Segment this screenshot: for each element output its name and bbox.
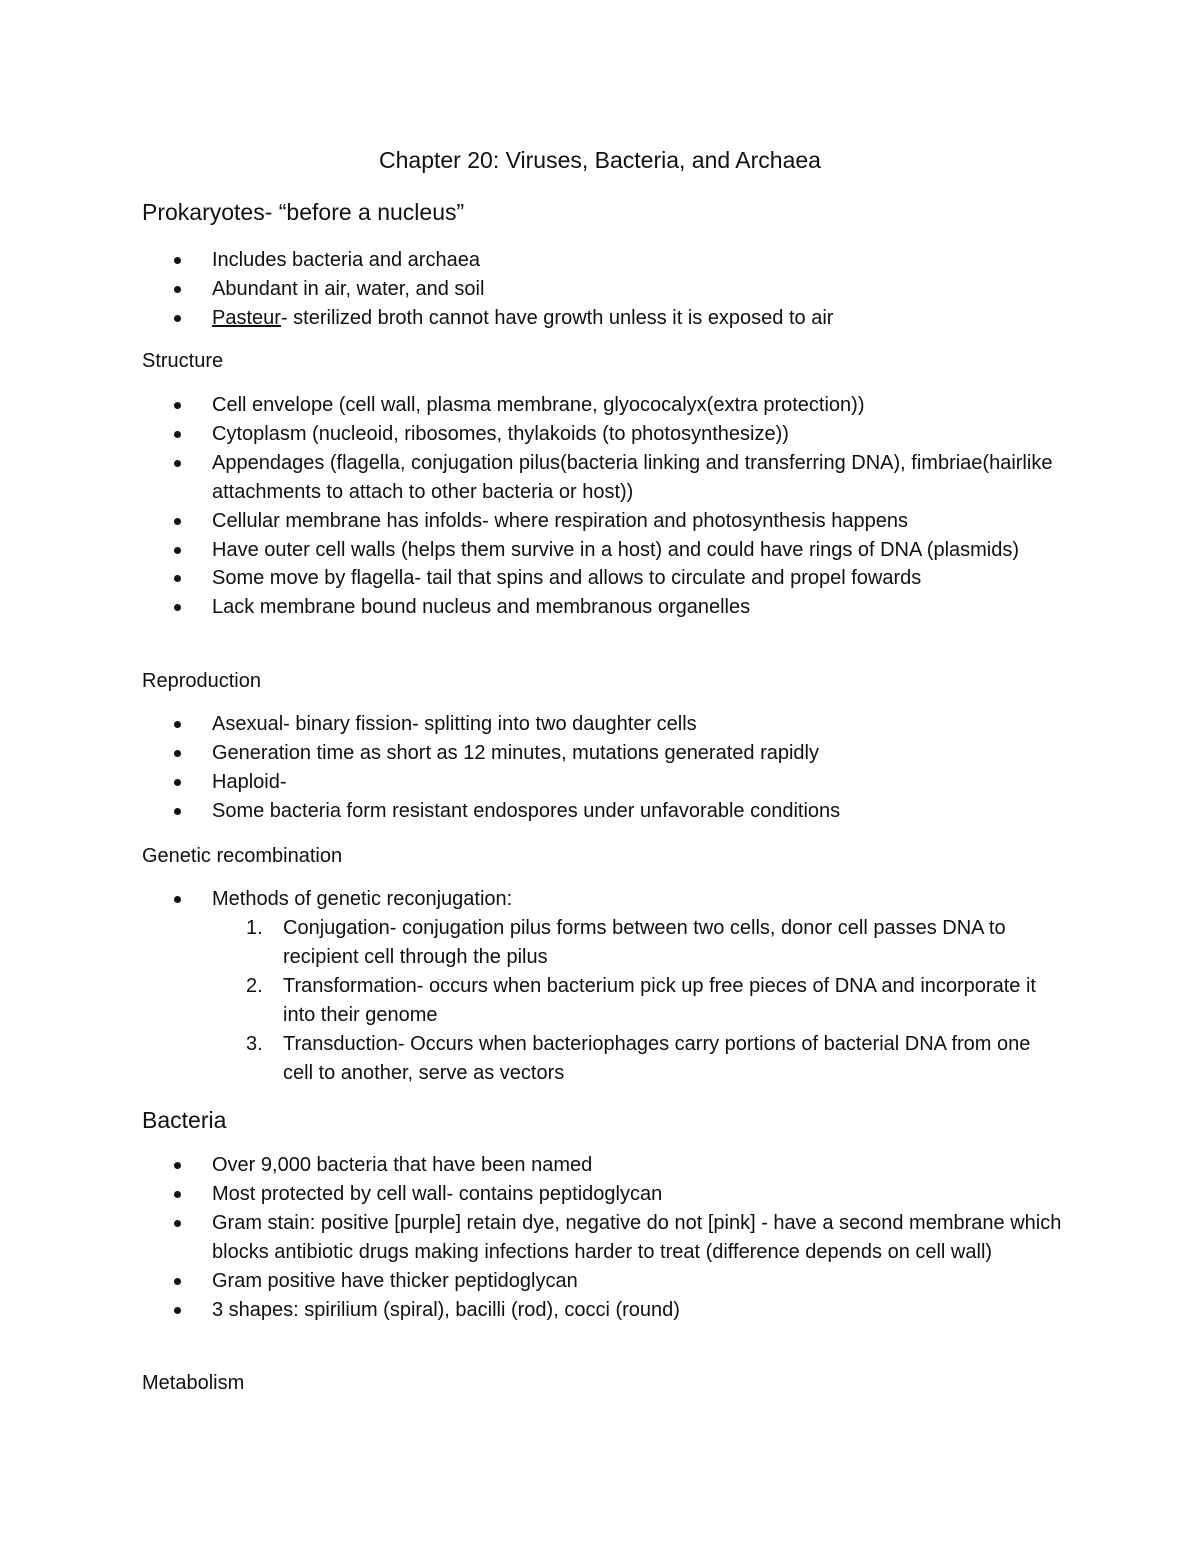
bacteria-list [0,1151,1200,1324]
list-item: Haploid- [0,768,1200,797]
page-title: Chapter 20: Viruses, Bacteria, and Archaea [379,147,821,173]
pasteur-term: Pasteur [212,306,281,329]
bullet-icon [174,808,181,815]
bullet-icon [174,402,181,409]
list-item: Lack membrane bound nucleus and membranous organelles [0,593,1200,622]
bullet-icon [174,779,181,786]
bullet-icon [174,1278,181,1285]
numbered-item: 3. Transduction- Occurs when bacteriophages carry portions of bacterial DNA from one cell to another, serve as vectors [246,1032,1031,1084]
list-item: 3 shapes: spirilium (spiral), bacilli (rod), cocci (round) [0,1296,1200,1325]
list-item: Over 9,000 bacteria that have been named [0,1151,1200,1180]
bullet-icon [174,896,181,903]
bullet-icon [174,604,181,611]
bullet-icon [174,431,181,438]
list-item: Cytoplasm (nucleoid, ribosomes, thylakoids (to photosynthesize)) [0,420,1200,449]
bullet-icon [174,286,181,293]
reproduction-list [0,710,1200,826]
list-item: Gram positive have thicker peptidoglycan [0,1267,1200,1296]
list-item: Methods of genetic reconjugation: [0,885,1200,914]
bullet-icon [174,315,181,322]
bullet-icon [174,547,181,554]
genetic-list [0,885,1200,914]
bullet-icon [174,1220,181,1227]
list-item: Pasteur- sterilized broth cannot have growth unless it is exposed to air [0,304,1200,333]
list-item: Includes bacteria and archaea [0,246,1200,275]
list-item: Some move by flagella- tail that spins and allows to circulate and propel fowards [0,564,1200,593]
bullet-icon [174,518,181,525]
heading-prokaryotes: Prokaryotes- “before a nucleus” [142,199,465,225]
list-item: Have outer cell walls (helps them survive in a host) and could have rings of DNA (plasmids) [0,536,1200,565]
list-item: Gram stain: positive [purple] retain dye, negative do not [pink] - have a second membrane which blocks antibiotic drugs making infections harder to treat (difference depends on cell wall) [0,1209,1200,1267]
list-item: Appendages (flagella, conjugation pilus(bacteria linking and transferring DNA), fimbriae(hairlike attachments to attach to other bacteria or host)) [0,449,1200,507]
bullet-icon [174,1307,181,1314]
bullet-icon [174,721,181,728]
bullet-icon [174,1162,181,1169]
prokaryotes-list [0,246,1200,333]
bullet-icon [174,1191,181,1198]
bullet-icon [174,460,181,467]
heading-reproduction: Reproduction [142,670,261,692]
bullet-icon [174,575,181,582]
bullet-icon [174,257,181,264]
heading-genetic-recombination: Genetic recombination [142,845,343,867]
list-item: Generation time as short as 12 minutes, mutations generated rapidly [0,739,1200,768]
numbered-item: 2. Transformation- occurs when bacterium pick up free pieces of DNA and incorporate it into their genome [246,974,1036,1026]
list-item: Some bacteria form resistant endospores under unfavorable conditions [0,797,1200,826]
list-item: Asexual- binary fission- splitting into two daughter cells [0,710,1200,739]
list-item: Abundant in air, water, and soil [0,275,1200,304]
genetic-numbered-list [0,914,1200,1087]
bullet-icon [174,750,181,757]
list-item: Most protected by cell wall- contains peptidoglycan [0,1180,1200,1209]
numbered-item: 1. Conjugation- conjugation pilus forms between two cells, donor cell passes DNA to recipient cell through the pilus [246,917,1006,968]
list-item: Cell envelope (cell wall, plasma membrane, glyococalyx(extra protection)) [0,391,1200,420]
heading-bacteria: Bacteria [142,1107,227,1133]
heading-metabolism: Metabolism [142,1372,245,1394]
heading-structure: Structure [142,350,224,372]
list-item: Cellular membrane has infolds- where respiration and photosynthesis happens [0,507,1200,536]
structure-list [0,391,1200,622]
